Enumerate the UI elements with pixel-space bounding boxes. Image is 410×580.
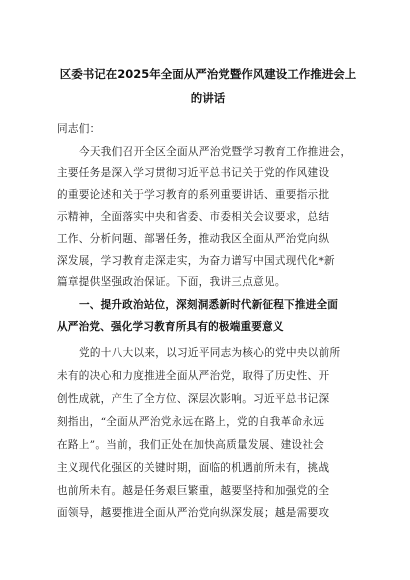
paragraph-line: 篇章提供坚强政治保证。下面，我讲三点意见。	[57, 276, 286, 288]
section-heading-line: 从严治党、强化学习教育所具有的极端重要意义	[57, 321, 284, 333]
document-title-line-1: 区委书记在2025年全面从严治党暨作风建设工作推进会上	[59, 67, 357, 81]
paragraph-line: 深发展，学习教育走深走实，为奋力谱写中国式现代化*新	[57, 255, 335, 267]
paragraph-line: 创性成就，产生了全方位、深层次影响。习近平总书记深	[57, 393, 330, 405]
paragraph-line: 党的十八大以来，以习近平同志为核心的党中央以前所	[79, 347, 341, 359]
paragraph-line: 示精神，全面落实中央和省委、市委相关会议要求，总结	[57, 211, 330, 223]
paragraph-line: 刻指出，“全面从严治党永远在路上，党的自我革命永远	[57, 416, 325, 428]
paragraph-line: 工作、分析问题、部署任务，推动我区全面从严治党向纵	[57, 233, 330, 245]
document-title-line-2: 的讲话	[190, 91, 226, 105]
paragraph-line: 未有的决心和力度推进全面从严治党，取得了历史性、开	[57, 370, 330, 382]
paragraph-line: 主要任务是深入学习贯彻习近平总书记关于党的作风建设	[57, 167, 330, 179]
salutation: 同志们：	[57, 123, 101, 135]
paragraph-line: 面领导，越要推进全面从严治党向纵深发展；越是需要攻	[57, 507, 330, 519]
paragraph-line: 在路上”。当前，我们正处在加快高质量发展、建设社会	[57, 439, 325, 451]
paragraph-line: 主义现代化强区的关键时期，面临的机遇前所未有，挑战	[57, 462, 330, 474]
paragraph-line: 今天我们召开全区全面从严治党暨学习教育工作推进会，	[79, 146, 352, 158]
paragraph-line: 的重要论述和关于学习教育的系列重要讲话、重要指示批	[57, 189, 330, 201]
section-heading-line: 一、提升政治站位，深刻洞悉新时代新征程下推进全面	[79, 299, 339, 311]
paragraph-line: 也前所未有。越是任务艰巨繁重，越要坚持和加强党的全	[57, 485, 330, 497]
